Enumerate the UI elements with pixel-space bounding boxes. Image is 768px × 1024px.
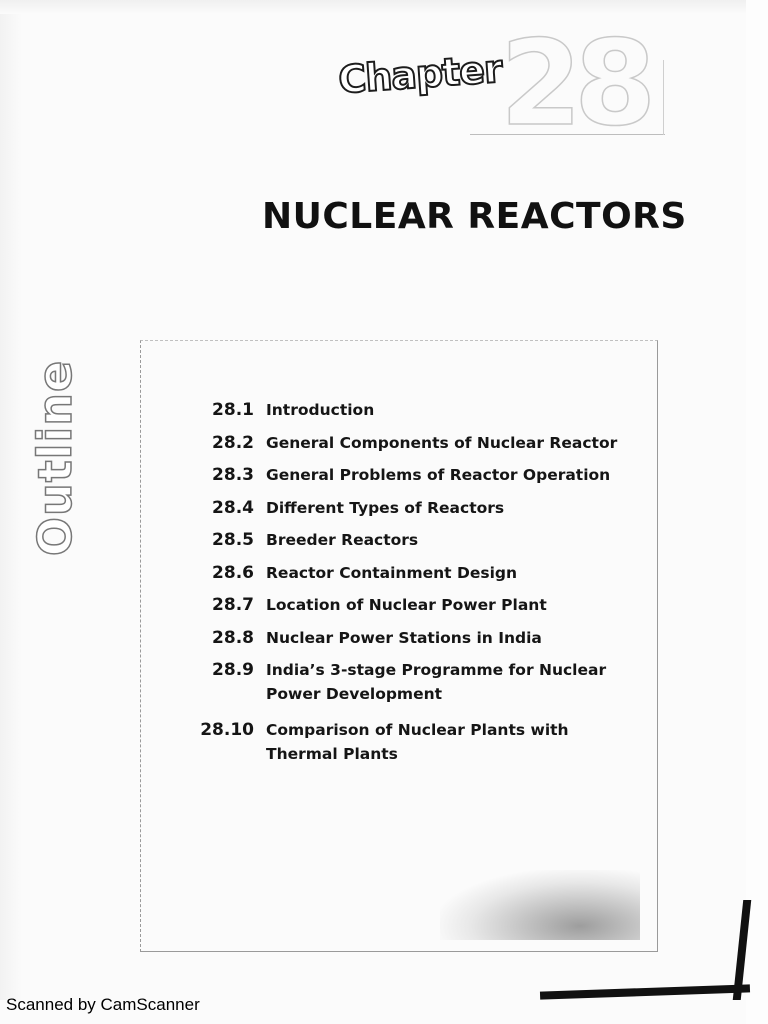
toc-item-title: Breeder Reactors: [266, 531, 419, 549]
scan-smudge: [440, 870, 640, 940]
toc-item-number: 28.5: [212, 530, 254, 550]
toc-item-number: 28.4: [212, 497, 254, 518]
toc-item-number: 28.6: [212, 562, 254, 583]
page-edge-left: [0, 0, 22, 1000]
toc-item: [180, 658, 640, 706]
toc-item-title: Location of Nuclear Power Plant: [266, 596, 547, 614]
page-edge-right: [746, 0, 768, 1024]
toc-item-number: 28.10: [200, 720, 254, 740]
toc-item-number: 28.1: [212, 400, 254, 420]
toc-item-number: 28.7: [212, 595, 254, 615]
outline-side-label-text: Outline: [28, 359, 82, 557]
toc-item: [180, 718, 640, 766]
toc-item-title: Reactor Containment Design: [266, 563, 518, 582]
toc-item: [180, 626, 640, 650]
toc-item-number: 28.2: [212, 432, 254, 453]
chapter-divider: [470, 134, 665, 135]
toc-item-title: Nuclear Power Stations in India: [266, 628, 542, 647]
table-of-contents: [180, 398, 640, 778]
scanner-watermark: Scanned by CamScanner: [6, 995, 200, 1014]
chapter-title: NUCLEAR REACTORS: [262, 196, 687, 237]
toc-item-title: Comparison of Nuclear Plants with Thermal Plants: [266, 721, 569, 763]
toc-item-number: 28.9: [212, 660, 254, 680]
toc-item: [180, 431, 640, 455]
scan-bottom-shadow: [540, 984, 750, 999]
toc-item-number: 28.8: [212, 627, 254, 648]
toc-item-title: General Components of Nuclear Reactor: [266, 433, 618, 452]
toc-item-number: 28.3: [212, 465, 254, 485]
toc-item-title: General Problems of Reactor Operation: [266, 466, 611, 484]
toc-item: [180, 528, 640, 552]
toc-item: [180, 496, 640, 520]
toc-item: [180, 561, 640, 585]
page-edge-top: [0, 0, 768, 14]
toc-item: [180, 398, 640, 422]
chapter-label: Chapter: [336, 46, 504, 102]
toc-item-title: Introduction: [266, 401, 375, 419]
toc-item-title: Different Types of Reactors: [266, 498, 505, 517]
toc-item-title: India’s 3-stage Programme for Nuclear Power Development: [266, 661, 607, 703]
toc-item: [180, 463, 640, 487]
toc-item: [180, 593, 640, 617]
chapter-number: 28: [500, 14, 649, 152]
chapter-divider-vertical: [663, 60, 664, 135]
